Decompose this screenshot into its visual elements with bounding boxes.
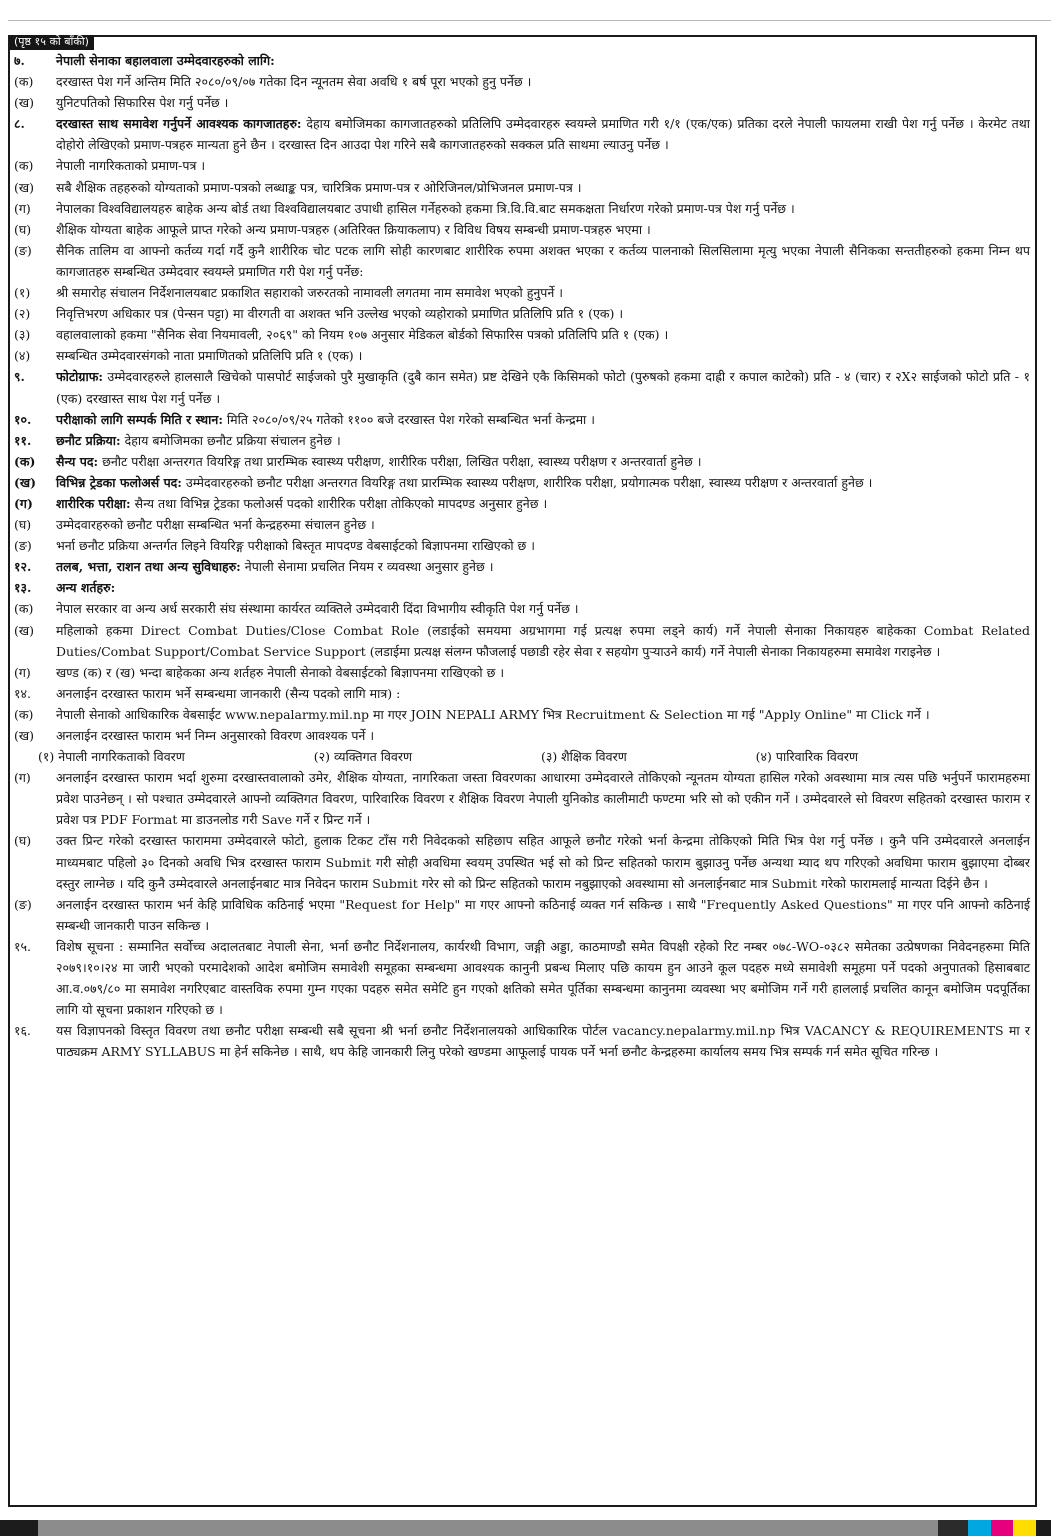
- item-text: [56, 472, 1030, 493]
- notice-row: [14, 50, 1030, 71]
- print-color-bar: [0, 1520, 1051, 1536]
- item-number: (क): [14, 74, 34, 90]
- notice-row: [14, 113, 1030, 155]
- item-body: अनलाईन दरखास्त फाराम भर्ने सम्बन्धमा जानकारी (सैन्य पदको लागि मात्र) :: [56, 685, 401, 701]
- item-number: (क): [14, 158, 34, 174]
- detail-type-item: (२) व्यक्तिगत विवरण: [313, 749, 412, 765]
- item-text: [56, 92, 1030, 113]
- item-text: [56, 683, 1030, 704]
- item-body: नेपाल सरकार वा अन्य अर्ध सरकारी संघ संस्थामा कार्यरत व्यक्तिले उम्मेदवारी दिंदा विभागीय स्वीकृति पेश गर्नु पर्नेछ ।: [56, 601, 579, 617]
- item-heading: परीक्षाको लागि सम्पर्क मिति र स्थान:: [56, 411, 223, 427]
- item-number: (क): [14, 453, 36, 469]
- item-body: शैक्षिक योग्यता बाहेक आफूले प्राप्त गरेको अन्य प्रमाण-पत्रहरु (अतिरिक्त क्रियाकलाप) र विविध विषय सम्बन्धी प्रमाण-पत्रहरु भएमा ।: [56, 221, 651, 237]
- item-text: [56, 514, 1030, 535]
- item-number: (ग): [14, 770, 31, 786]
- item-body: महिलाको हकमा Direct Combat Duties/Close Combat Role (लडाईको समयमा अग्रभागमा गई प्रत्यक्ष रुपमा लड्ने कार्य) गर्ने नेपाली सेनाका निकायहरु बाहेकका Combat Related Duties/Combat Support/Combat Service Support (लडाईमा प्रत्यक्ष संलग्न फौजलाई पछाडी रहेर सेवा र सहयोग पुऱ्याउने कार्य) गर्ने नेपाली सेनाका निकायहरुमा समावेश गराइनेछ ।: [56, 622, 1030, 659]
- item-body: उम्मेदवारहरुको छनौट परीक्षा सम्बन्धित भर्ना केन्द्रहरुमा संचालन हुनेछ ।: [56, 517, 375, 533]
- item-body: उक्त प्रिन्ट गरेको दरखास्त फाराममा उम्मेदवारले फोटो, हुलाक टिकट टाँस गरी निवेदकको सहिछाप सहित आफूले छनौट गरेको भर्ना केन्द्रमा तोकिएको मिति भित्र पेश गर्नु पर्नेछ । कुनै पनि उम्मेदवारले अनलाईन माध्यमबाट पहिलो ३० दिनको अवधि भित्र दरखास्त फाराम Submit गरी सोही अवधिमा स्वयम् उपस्थित भई सो को प्रिन्ट सहितको फाराम बुझाउनु पर्नेछ अन्यथा म्याद थप गरिएको अवधिमा फाराम बुझाएमा दोब्बर दस्तुर लाग्नेछ । यदि कुनै उम्मेदवारले अनलाईनबाट मात्र निवेदन फाराम Submit गरेर सो को प्रिन्ट सहितको फाराम नबुझाएको अवस्थामा सो अनलाईनबाट मात्र Submit गरेको फारामलाई मान्यता दिईने छैन ।: [56, 833, 1030, 891]
- notice-row: [14, 704, 1030, 725]
- item-number: (ङ): [14, 896, 32, 912]
- item-number: (ग): [14, 664, 31, 680]
- item-body: देहाय बमोजिमका कागजातहरुको प्रतिलिपि उम्मेदवारहरु स्वयम्ले प्रमाणित गरी १/१ (एक/एक) प्रतिका दरले नेपाली फायलमा राखी पेश गर्नु पर्नेछ । केरमेट तथा दोहोरो लेखिएको प्रमाण-पत्रहरु मान्यता हुने छैन । दरखास्त दिन आउदा पेश गरिने सबै कागजातहरुको सक्कल प्रति साथमा ल्याउनु पर्नेछ ।: [56, 116, 1030, 153]
- item-number: (४): [14, 348, 31, 364]
- notice-row: [14, 71, 1030, 92]
- continued-tag: (पृष्ठ १५ को बाँकी): [10, 35, 94, 50]
- item-body: नेपाली सेनाको आधिकारिक वेबसाईट www.nepalarmy.mil.np मा गएर JOIN NEPALI ARMY भित्र Recruitment & Selection मा गई "Apply Online" मा Click गर्ने ।: [56, 706, 930, 722]
- notice-row: [14, 556, 1030, 577]
- notice-row: [14, 282, 1030, 303]
- item-body: निवृत्तिभरण अधिकार पत्र (पेन्सन पट्टा) मा वीरगती वा अशक्त भनि उल्लेख भएको व्यहोराको प्रमाणित प्रतिलिपि प्रति १ (एक) ।: [56, 306, 624, 322]
- notice-row: [14, 366, 1030, 408]
- item-number: (घ): [14, 517, 32, 533]
- item-number: (ख): [14, 622, 34, 638]
- item-heading: शारीरिक परीक्षा:: [56, 495, 131, 511]
- item-body: दरखास्त पेश गर्ने अन्तिम मिति २०८०/०९/०७ गतेका दिन न्यूनतम सेवा अवधि १ बर्ष पूरा भएको हुनु पर्नेछ ।: [56, 74, 532, 90]
- item-number: १२.: [14, 559, 32, 575]
- notice-row: [14, 219, 1030, 240]
- item-number: (क): [14, 706, 34, 722]
- item-heading: सैन्य पद:: [56, 453, 99, 469]
- notice-row: [14, 493, 1030, 514]
- item-number: १०.: [14, 411, 32, 427]
- notice-row: [14, 894, 1030, 936]
- item-text: [56, 767, 1030, 830]
- notice-row: [14, 409, 1030, 430]
- item-heading: विभिन्न ट्रेडका फलोअर्स पद:: [56, 474, 182, 490]
- item-body: नेपाली सेनामा प्रचलित नियम र व्यवस्था अनुसार हुनेछ ।: [240, 559, 494, 575]
- item-body: युनिटपतिको सिफारिस पेश गर्नु पर्नेछ ।: [56, 95, 229, 111]
- item-text: [56, 493, 1030, 514]
- notice-row: [14, 767, 1030, 830]
- notice-row: [14, 577, 1030, 598]
- item-number: (ग): [14, 495, 33, 511]
- item-body: सैनिक तालिम वा आफ्नो कर्तव्य गर्दा गर्दै कुनै शारीरिक चोट पटक लागि सोही कारणबाट शारीरिक रुपमा अशक्त भएका र कर्तव्य पालनाको सिलसिलामा मृत्यु भएका नेपाली सैनिकका सन्ततीहरुको हकमा निम्न थप कागजातहरु सम्बन्धित उम्मेदवार स्वयम्ले प्रमाणित गरी पेश गर्नु पर्नेछ:: [56, 242, 1030, 279]
- item-number: ८.: [14, 116, 25, 132]
- notice-row: [14, 472, 1030, 493]
- item-body: यस विज्ञापनको विस्तृत विवरण तथा छनौट परीक्षा सम्बन्धी सबै सूचना श्री भर्ना छनौट निर्देशनालयको आधिकारिक पोर्टल vacancy.nepalarmy.mil.np भित्र VACANCY & REQUIREMENTS मा र पाठ्यक्रम ARMY SYLLABUS मा हेर्न सकिनेछ । साथै, थप केहि जानकारी लिनु परेको खण्डमा आफूलाई पायक पर्ने भर्ना छनौट केन्द्रहरुमा कार्यालय समय भित्र सम्पर्क गर्न समेत सूचित गरिन्छ ।: [56, 1023, 1030, 1060]
- item-body: उम्मेदवारहरुले हालसालै खिचेको पासपोर्ट साईजको पुरै मुखाकृति (दुबै कान समेत) प्रष्ट देखिने एकै किसिमको फोटो (पुरुषको हकमा दाह्री र कपाल काटेको) प्रति - ४ (चार) र २X२ साईजको फोटो प्रति - १ (एक) दरखास्त साथ पेश गर्नु पर्नेछ ।: [56, 369, 1030, 406]
- notice-row: [14, 451, 1030, 472]
- notice-row: [14, 1020, 1030, 1062]
- color-bar-segment: [38, 1520, 939, 1536]
- item-heading: फोटोग्राफ:: [56, 369, 103, 385]
- item-number: १५.: [14, 938, 31, 954]
- item-number: (२): [14, 306, 31, 322]
- notice-row: [14, 430, 1030, 451]
- detail-type-item: (१) नेपाली नागरिकताको विवरण: [38, 749, 185, 765]
- item-text: [56, 451, 1030, 472]
- item-number: १४.: [14, 685, 31, 701]
- item-number: (१): [14, 285, 31, 301]
- color-bar-segment: [0, 1520, 38, 1536]
- item-text: [56, 894, 1030, 936]
- item-text: [56, 324, 1030, 345]
- notice-row: [14, 936, 1030, 1020]
- color-bar-segment: [1013, 1520, 1036, 1536]
- item-text: [56, 1020, 1030, 1062]
- item-body: अनलाईन दरखास्त फाराम भर्न निम्न अनुसारको विवरण आवश्यक पर्ने ।: [56, 728, 375, 743]
- item-text: [56, 704, 1030, 725]
- top-rule: [8, 20, 1051, 21]
- item-text: [56, 936, 1030, 1020]
- item-text: [56, 409, 1030, 430]
- item-text: [56, 830, 1030, 893]
- item-text: [56, 535, 1030, 556]
- item-text: [56, 240, 1030, 282]
- notice-body: [14, 50, 1030, 1063]
- item-number: ७.: [14, 53, 25, 68]
- item-body: भर्ना छनौट प्रक्रिया अन्तर्गत लिइने वियरिङ्ग परीक्षाको बिस्तृत मापदण्ड वेबसाईटको बिज्ञापनमा राखिएको छ ।: [56, 538, 536, 554]
- item-number: (३): [14, 327, 31, 343]
- item-text: [56, 620, 1030, 662]
- item-number: ९.: [14, 369, 25, 385]
- item-body: सम्बन्धित उम्मेदवारसंगको नाता प्रमाणितको प्रतिलिपि प्रति १ (एक) ।: [56, 348, 363, 364]
- item-number: (घ): [14, 833, 32, 849]
- item-text: [56, 50, 1030, 71]
- color-bar-segment: [1036, 1520, 1051, 1536]
- item-text: [56, 219, 1030, 240]
- notice-row: [14, 514, 1030, 535]
- item-body: अनलाईन दरखास्त फाराम भर्न केहि प्राविधिक कठिनाई भएमा "Request for Help" मा गएर आफ्नो कठिनाई व्यक्त गर्न सकिन्छ । साथै "Frequently Asked Questions" मा गएर पनि आफ्नो कठिनाई सम्बन्धी जानकारी पाउन सकिन्छ ।: [56, 896, 1030, 933]
- notice-row: [14, 324, 1030, 345]
- notice-row: [14, 345, 1030, 366]
- item-body: नेपाली नागरिकताको प्रमाण-पत्र ।: [56, 158, 206, 174]
- notice-row: [14, 177, 1030, 198]
- item-heading: छनौट प्रक्रिया:: [56, 432, 121, 448]
- item-number: (ख): [14, 95, 34, 111]
- detail-type-item: (३) शैक्षिक विवरण: [540, 749, 627, 765]
- item-text: [56, 155, 1030, 176]
- detail-type-item: (४) पारिवारिक विवरण: [755, 749, 858, 765]
- item-body: अनलाईन दरखास्त फाराम भर्दा शुरुमा दरखास्तवालाको उमेर, शैक्षिक योग्यता, नागरिकता जस्ता विवरणका आधारमा उम्मेदवारले तोकिएको न्यूनतम योग्यता हासिल गरेको अवस्थामा मात्र त्यस पछि भर्नुपर्ने फारामहरुमा प्रवेश पाउनेछन् । सो पश्चात उम्मेदवारले आफ्नो व्यक्तिगत विवरण, पारिवारिक विवरण र शैक्षिक विवरण नेपाली युनिकोड कालीमाटी फण्टमा भरि सो को एकीन गर्ने । उम्मेदवारले सो विवरण सहितको दरखास्त फाराम र प्रवेश पत्र PDF Format मा डाउनलोड गरी Save गर्ने र प्रिन्ट गर्ने ।: [56, 770, 1030, 828]
- item-text: [56, 303, 1030, 324]
- notice-row: [14, 240, 1030, 282]
- notice-row: [14, 620, 1030, 662]
- color-bar-segment: [938, 1520, 968, 1536]
- item-heading: नेपाली सेनाका बहालवाला उम्मेदवारहरुको लागि:: [56, 53, 275, 68]
- item-body: सैन्य तथा विभिन्न ट्रेडका फलोअर्स पदको शारीरिक परीक्षा तोकिएको मापदण्ड अनुसार हुनेछ ।: [130, 495, 548, 511]
- item-body: खण्ड (क) र (ख) भन्दा बाहेकका अन्य शर्तहरु नेपाली सेनाको वेबसाईटको बिज्ञापनमा राखिएको छ ।: [56, 664, 505, 680]
- item-body: श्री समारोह संचालन निर्देशनालयबाट प्रकाशित सहाराको जरुरतको नामावली लगतमा नाम समावेश भएको हुनुपर्ने ।: [56, 285, 564, 301]
- item-text: [56, 113, 1030, 155]
- item-body: देहाय बमोजिमका छनौट प्रक्रिया संचालन हुनेछ ।: [120, 432, 341, 448]
- notice-row: [14, 683, 1030, 704]
- item-body: सबै शैक्षिक तहहरुको योग्यताको प्रमाण-पत्रको लब्धाङ्क पत्र, चारित्रिक प्रमाण-पत्र र ओरिजिनल/प्रोभिजनल प्रमाण-पत्र ।: [56, 179, 582, 195]
- item-text: [56, 177, 1030, 198]
- item-text: [56, 282, 1030, 303]
- item-text: [56, 556, 1030, 577]
- item-body: उम्मेदवारहरुको छनौट परीक्षा अन्तरगत वियरिङ्ग तथा प्रारम्भिक स्वास्थ्य परीक्षण, शारीरिक परीक्षा, प्रयोगात्मक परीक्षा, स्वास्थ्य परीक्षण र अन्तरवार्ता हुनेछ ।: [181, 474, 873, 490]
- item-body: नेपालका विश्वविद्यालयहरु बाहेक अन्य बोर्ड तथा विश्वविद्यालयबाट उपाधी हासिल गर्नेहरुको हकमा त्रि.वि.वि.बाट समकक्षता निर्धारण गरेको प्रमाण-पत्र पेश गर्नु पर्नेछ ।: [56, 200, 795, 216]
- item-text: [56, 345, 1030, 366]
- item-text: [56, 366, 1030, 408]
- item-text: [56, 577, 1030, 598]
- notice-row: [14, 92, 1030, 113]
- item-body: छनौट परीक्षा अन्तरगत वियरिङ्ग तथा प्रारम्भिक स्वास्थ्य परीक्षण, शारीरिक परीक्षा, लिखित परीक्षा, स्वास्थ्य परीक्षण र अन्तरवार्ता हुनेछ ।: [98, 453, 702, 469]
- item-text: [56, 198, 1030, 219]
- item-text: [56, 662, 1030, 683]
- item-number: (ङ): [14, 538, 32, 554]
- item-number: (ख): [14, 474, 37, 490]
- item-body: वहालवालाको हकमा "सैनिक सेवा नियमावली, २०६९" को नियम १०७ अनुसार मेडिकल बोर्डको सिफारिस पत्रको प्रतिलिपि प्रति १ (एक) ।: [56, 327, 669, 343]
- item-number: १३.: [14, 580, 32, 596]
- item-number: ११.: [14, 432, 32, 448]
- notice-row: [14, 535, 1030, 556]
- item-text: [56, 430, 1030, 451]
- item-number: (ख): [14, 179, 34, 195]
- notice-row: [14, 662, 1030, 683]
- detail-type-list: [14, 746, 858, 767]
- item-heading: तलब, भत्ता, राशन तथा अन्य सुविधाहरु:: [56, 559, 241, 575]
- item-body: मिति २०८०/०९/२५ गतेको ११०० बजे दरखास्त पेश गरेको सम्बन्धित भर्ना केन्द्रमा ।: [222, 411, 596, 427]
- item-number: (ख): [14, 728, 34, 743]
- item-number: (ङ): [14, 242, 32, 258]
- item-number: (घ): [14, 221, 32, 237]
- item-text: [56, 598, 1030, 619]
- item-heading: दरखास्त साथ समावेश गर्नुपर्ने आवश्यक कागजातहरु:: [56, 116, 302, 132]
- notice-row: [14, 598, 1030, 619]
- notice-row: [14, 303, 1030, 324]
- color-bar-segment: [968, 1520, 991, 1536]
- notice-row: [14, 198, 1030, 219]
- item-text: [56, 71, 1030, 92]
- item-number: १६.: [14, 1023, 31, 1039]
- item-number: (ग): [14, 200, 31, 216]
- color-bar-segment: [991, 1520, 1014, 1536]
- item-text: [56, 725, 1030, 746]
- notice-row: [14, 155, 1030, 176]
- notice-row: [14, 725, 1030, 746]
- notice-row: [14, 830, 1030, 893]
- item-number: (क): [14, 601, 34, 617]
- item-body: विशेष सूचना : सम्मानित सर्वोच्च अदालतबाट नेपाली सेना, भर्ना छनौट निर्देशनालय, कार्यरथी विभाग, जङ्गी अड्डा, काठमाण्डौ समेत विपक्षी रहेको रिट नम्बर ०७८-WO-०३८२ समेतका उत्प्रेषणका निवेदनहरुमा मिति २०७९।१०।२४ मा जारी भएको परमादेशको आदेश बमोजिम समावेशी समूहका सम्बन्धमा आवश्यक कानुनी प्रबन्ध मिलाए पछि कायम हुन आउने कूल पदहरु मध्ये समावेशी समूहमा पर्ने पदको अनुपातको हिसाबबाट आ.व.०७९/८० मा समावेश नगरिएबाट वास्तविक रुपमा गुम्न गएका पदहरु समेत समेटि हुन गएको क्षतिको समेत पूर्तिका सम्बन्धमा कानुनमा व्यवस्था भए बमोजिम गर्ने गरी हाललाई प्रचलित कानून बमोजिम पदपूर्तिका लागि यो सूचना प्रकाशन गरिएको छ ।: [56, 938, 1030, 1018]
- item-heading: अन्य शर्तहरु:: [56, 580, 116, 596]
